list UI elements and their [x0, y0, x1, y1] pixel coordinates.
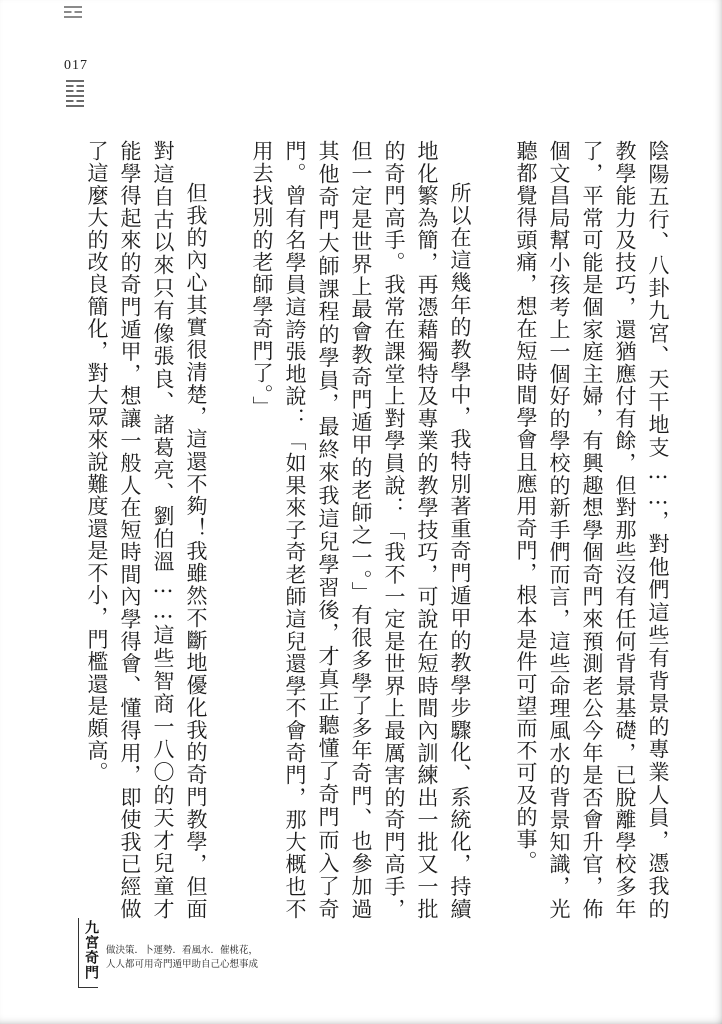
tagline-line-1: 做決策．卜運勢．看風水．催桃花， [106, 945, 259, 956]
tagline-line-2: 人人都可用奇門遁甲助自己心想事成 [106, 959, 259, 970]
hexagram-icon [66, 80, 84, 110]
footer-divider [78, 918, 79, 988]
body-text [85, 140, 674, 920]
footer-divider-base [78, 987, 98, 988]
trigram-icon [64, 6, 82, 21]
paragraph-1: 陰陽五行、八卦九宮、天干地支……，對他們這些有背景的專業人員，憑我的教學能力及技巧，還猶應付有餘，但對那些沒有任何背景基礎，已脫離學校多年了，平常可能是個家庭主婦，有興趣想學個奇門來預測老公今年是否會升官，佈個文昌局幫小孩考上一個好的學校的新手們而言，這些命理風水的背景知識，光聽都覺得頭痛，想在短時間學會且應用奇門，根本是件可望而不可及的事。 [514, 140, 670, 920]
book-title: 九宮奇門 [83, 920, 99, 980]
footer [78, 918, 338, 988]
book-tagline [106, 944, 258, 972]
paragraph-2: 所以在這幾年的教學中，我特別著重奇門遁甲的教學步驟化、系統化，持續地化繁為簡，再憑藉獨特及專業的教學技巧，可說在短時間內訓練出一批又一批的奇門高手。我常在課堂上對學員說：「我不一定是世界上最厲害的奇門高手，但一定是世界上最會教奇門遁甲的老師之一。」有很多學了多年奇門、也參加過其他奇門大師課程的學員，最終來我這兒學習後，才真正聽懂了奇門而入了奇門。曾有名學員這誇張地說：「如果來子奇老師這兒還學不會奇門，那大概也不用去找別的老師學奇門了。」 [250, 140, 472, 920]
paragraph-3: 但我的內心其實很清楚，這還不夠！我雖然不斷地優化我的奇門教學，但面對這自古以來只有像張良、諸葛亮、劉伯溫……這些智商一八〇的天才兒童才能學得起來的奇門遁甲，想讓一般人在短時間內學得會、懂得用，即使我已經做了這麼大的改良簡化，對大眾來說難度還是不小，門檻還是頗高。 [85, 140, 208, 920]
page-number: 017 [64, 58, 88, 73]
